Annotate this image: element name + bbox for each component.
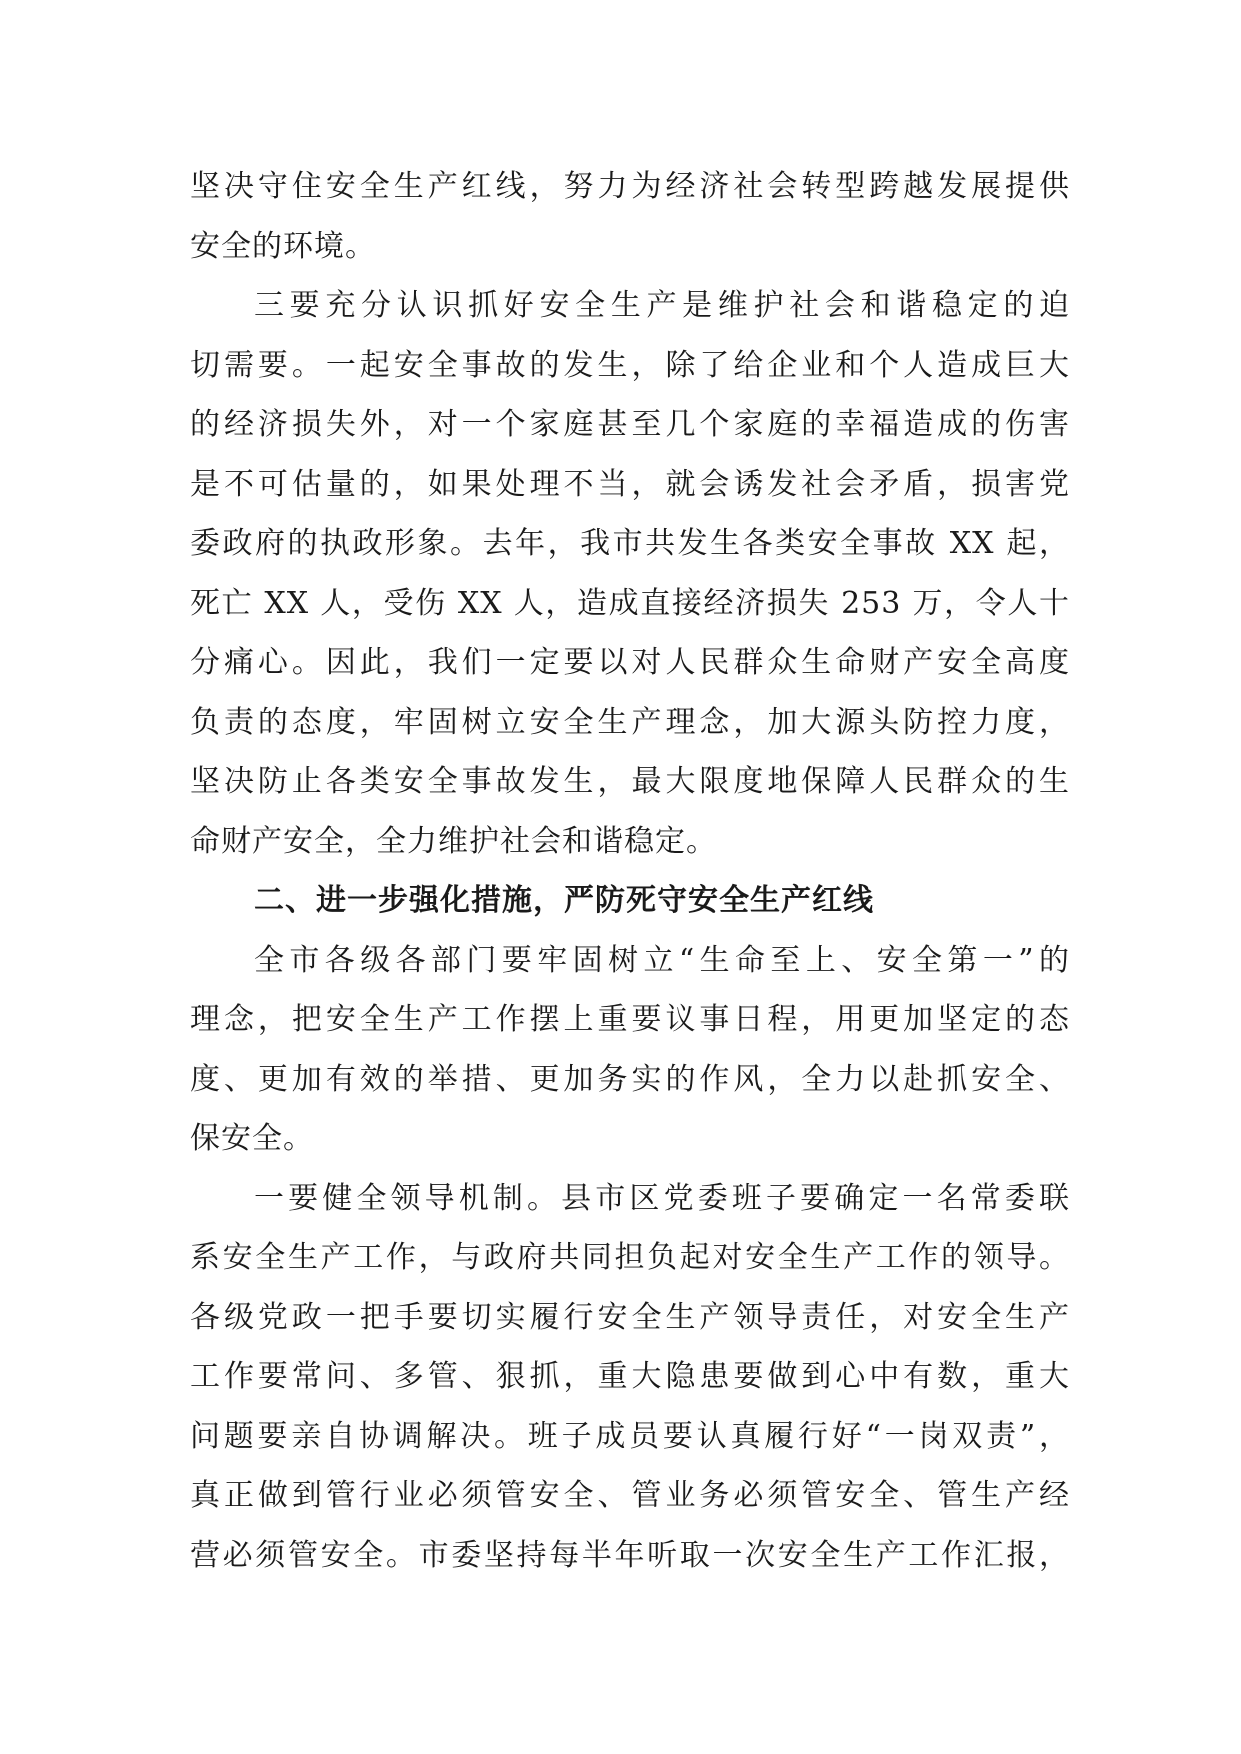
text-line: 命财产安全，全力维护社会和谐稳定。: [190, 823, 717, 859]
text-line: 真正做到管行业必须管安全、管业务必须管安全、管生产经: [190, 1478, 1070, 1513]
paragraph-start-line: 一要健全领导机制。县市区党委班子要确定一名常委联: [254, 1180, 1070, 1216]
text-line: 的经济损失外，对一个家庭甚至几个家庭的幸福造成的伤害: [190, 407, 1070, 442]
text-line: 是不可估量的，如果处理不当，就会诱发社会矛盾，损害党: [190, 466, 1070, 502]
text-line: 系安全生产工作，与政府共同担负起对安全生产工作的领导。: [190, 1240, 1070, 1275]
text-line: 坚决守住安全生产红线，努力为经济社会转型跨越发展提供: [190, 169, 1070, 204]
text-line: 问题要亲自协调解决。班子成员要认真履行好“一岗双责”，: [190, 1418, 1070, 1454]
section-heading: 二、进一步强化措施，严防死守安全生产红线: [254, 883, 874, 918]
text-line: 营必须管安全。市委坚持每半年听取一次安全生产工作汇报，: [190, 1537, 1070, 1573]
text-line: 分痛心。因此，我们一定要以对人民群众生命财产安全高度: [190, 645, 1070, 680]
paragraph-start-line: 全市各级各部门要牢固树立“生命至上、安全第一”的: [254, 942, 1070, 978]
text-line: 安全的环境。: [190, 228, 376, 264]
text-line: 理念，把安全生产工作摆上重要议事日程，用更加坚定的态: [190, 1002, 1070, 1037]
text-line: 切需要。一起安全事故的发生，除了给企业和个人造成巨大: [190, 347, 1070, 383]
text-line: 工作要常问、多管、狠抓，重大隐患要做到心中有数，重大: [190, 1359, 1070, 1394]
text-line: 负责的态度，牢固树立安全生产理念，加大源头防控力度，: [190, 704, 1070, 740]
text-line: 各级党政一把手要切实履行安全生产领导责任，对安全生产: [190, 1299, 1070, 1335]
paragraph-start-line: 三要充分认识抓好安全生产是维护社会和谐稳定的迫: [254, 288, 1070, 323]
text-line: 死亡 XX 人，受伤 XX 人，造成直接经济损失 253 万，令人十: [190, 585, 1070, 621]
document-body: [190, 157, 1070, 1585]
text-line: 保安全。: [190, 1121, 314, 1156]
text-line: 委政府的执政形象。去年，我市共发生各类安全事故 XX 起，: [190, 526, 1070, 561]
text-line: 度、更加有效的举措、更加务实的作风，全力以赴抓安全、: [190, 1061, 1070, 1097]
text-line: 坚决防止各类安全事故发生，最大限度地保障人民群众的生: [190, 764, 1070, 799]
